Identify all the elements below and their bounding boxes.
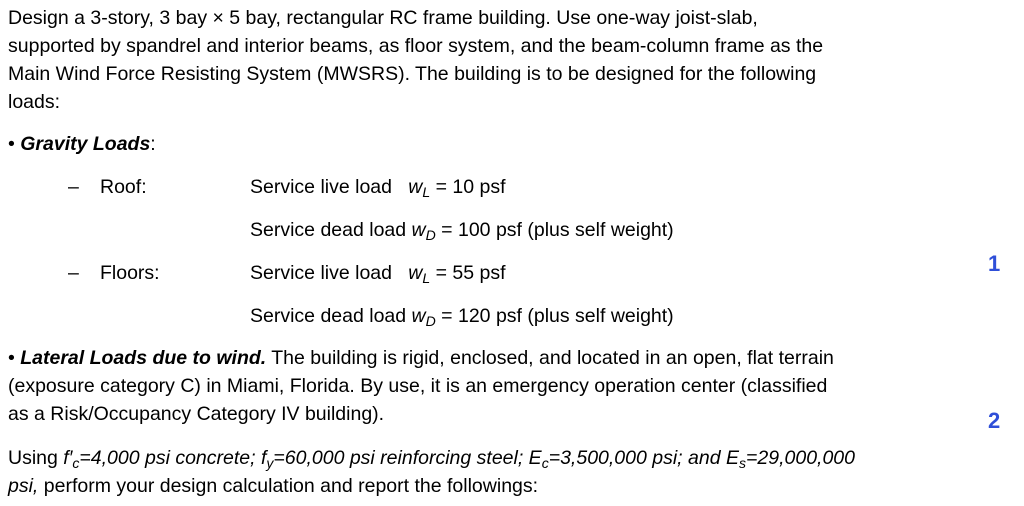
materials-line-2: psi, perform your design calculation and report the followings: xyxy=(8,475,539,497)
roof-label: Roof: xyxy=(100,176,147,198)
intro-paragraph xyxy=(8,4,823,116)
intro-line-2: supported by spandrel and interior beams, as floor system, and the beam-column frame as the xyxy=(8,35,824,57)
lateral-line-1: • Lateral Loads due to wind. The building is rigid, enclosed, and located in an open, flat terrain xyxy=(8,347,834,369)
gravity-heading xyxy=(8,130,156,158)
roof-dash: – xyxy=(68,176,79,198)
materials-paragraph xyxy=(8,444,855,500)
gravity-heading-colon: : xyxy=(150,133,156,155)
intro-line-3: Main Wind Force Resisting System (MWSRS). The building is to be designed for the following xyxy=(8,63,817,85)
intro-line-4: loads: xyxy=(8,91,61,113)
floors-label: Floors: xyxy=(100,262,160,284)
roof-live-load: Service live load $w_L = 10$ psf xyxy=(250,176,506,200)
lateral-line-3: as a Risk/Occupancy Category IV building). xyxy=(8,403,385,425)
floors-live-load: Service live load $w_L = 55$ psf xyxy=(250,262,506,286)
lateral-heading: Lateral Loads due to wind. xyxy=(20,347,267,369)
roof-dead-load: Service dead load $w_D = 100$ psf (plus self weight) xyxy=(250,219,674,243)
materials-line-1: Using $f'_c=4,000$ psi concrete; $f_y=60,000$ psi reinforcing steel; $E_c=3,500,000$ psi; and $E_s=29,000,000$ xyxy=(8,447,855,471)
intro-line-1: Design a 3-story, 3 bay × 5 bay, rectangular RC frame building. Use one-way joist-slab, xyxy=(8,7,758,29)
marker-2: 2 xyxy=(988,408,1001,433)
bullet: • xyxy=(8,133,21,155)
problem-statement xyxy=(8,0,1018,506)
floors-dash: – xyxy=(68,262,79,284)
marker-1: 1 xyxy=(988,251,1001,276)
lateral-line-2: (exposure category C) in Miami, Florida. By use, it is an emergency operation center (classified xyxy=(8,375,828,397)
lateral-paragraph xyxy=(8,344,834,428)
gravity-heading-text: Gravity Loads xyxy=(20,133,151,155)
floors-dead-load: Service dead load $w_D = 120$ psf (plus self weight) xyxy=(250,305,674,329)
